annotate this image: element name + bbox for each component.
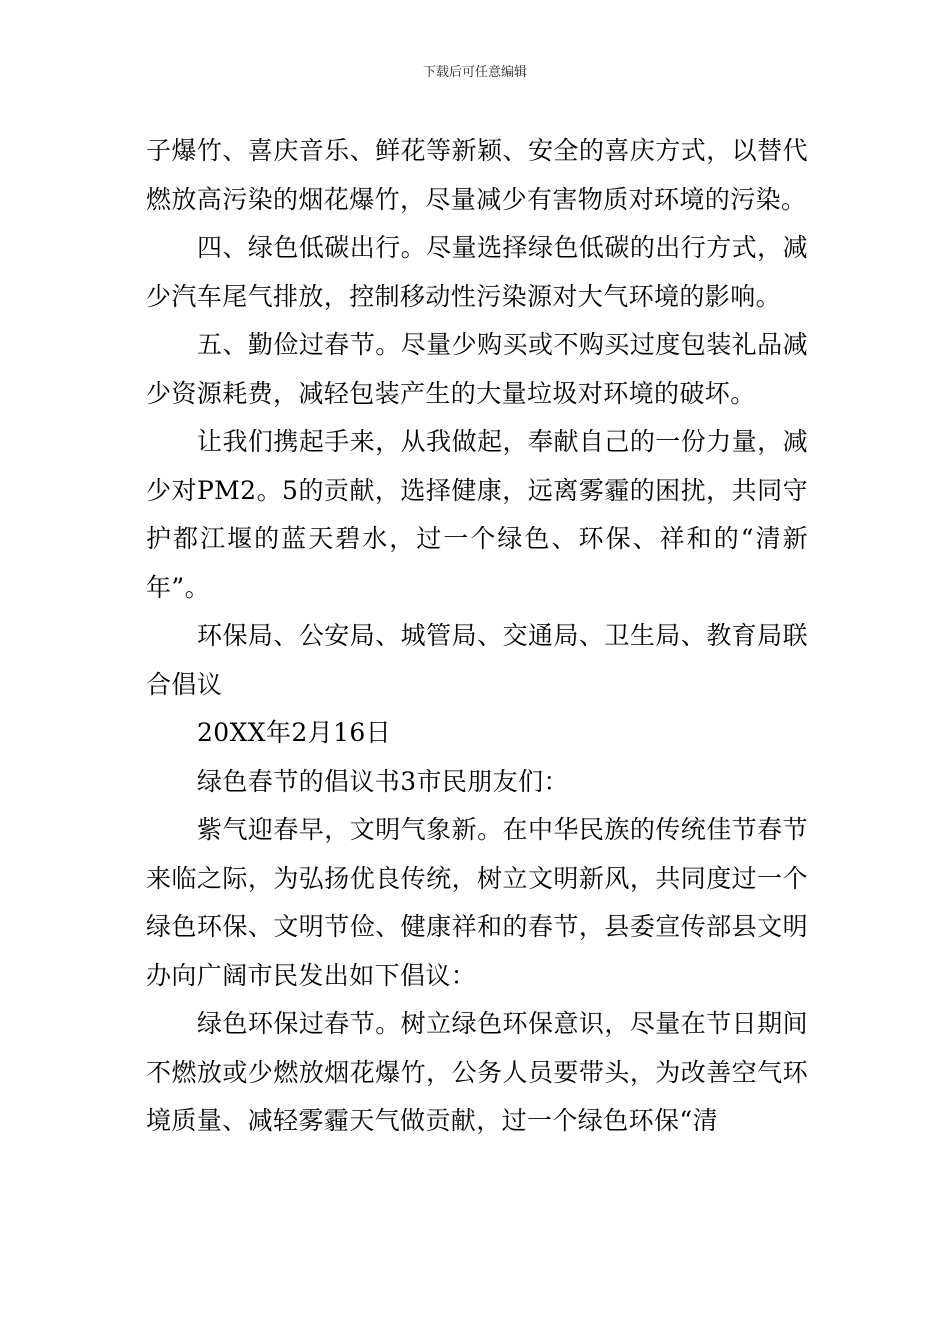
paragraph-frugal-festival: 五、勤俭过春节。尽量少购买或不购买过度包装礼品减少资源耗费，减轻包装产生的大量垃圾对环境的破坏。	[146, 330, 808, 408]
page-header: 下载后可任意编辑	[422, 65, 527, 80]
paragraph-continuation: 子爆竹、喜庆音乐、鲜花等新颖、安全的喜庆方式，以替代燃放高污染的烟花爆竹，尽量减少有害物质对环境的污染。	[146, 136, 808, 214]
paragraph-date: 20XX年2月16日	[197, 718, 392, 747]
document-body	[146, 127, 808, 1146]
paragraph-call-to-action: 让我们携起手来，从我做起，奉献自己的一份力量，减少对PM2。5的贡献，选择健康，远离雾霾的困扰，共同守护都江堰的蓝天碧水，过一个绿色、环保、祥和的“清新年”。	[146, 427, 808, 602]
paragraph-introduction: 紫气迎春早，文明气象新。在中华民族的传统佳节春节来临之际，为弘扬优良传统，树立文明新风，共同度过一个绿色环保、文明节俭、健康祥和的春节，县委宣传部县文明办向广阔市民发出如下倡议：	[146, 815, 808, 990]
paragraph-green-travel: 四、绿色低碳出行。尽量选择绿色低碳的出行方式，减少汽车尾气排放，控制移动性污染源对大气环境的影响。	[146, 233, 808, 311]
paragraph-salutation: 绿色春节的倡议书3市民朋友们：	[197, 766, 569, 796]
paragraph-signatories: 环保局、公安局、城管局、交通局、卫生局、教育局联合倡议	[146, 621, 808, 699]
paragraph-green-festival: 绿色环保过春节。树立绿色环保意识，尽量在节日期间不燃放或少燃放烟花爆竹，公务人员要带头，为改善空气环境质量、减轻雾霾天气做贡献，过一个绿色环保“清	[146, 1009, 808, 1135]
